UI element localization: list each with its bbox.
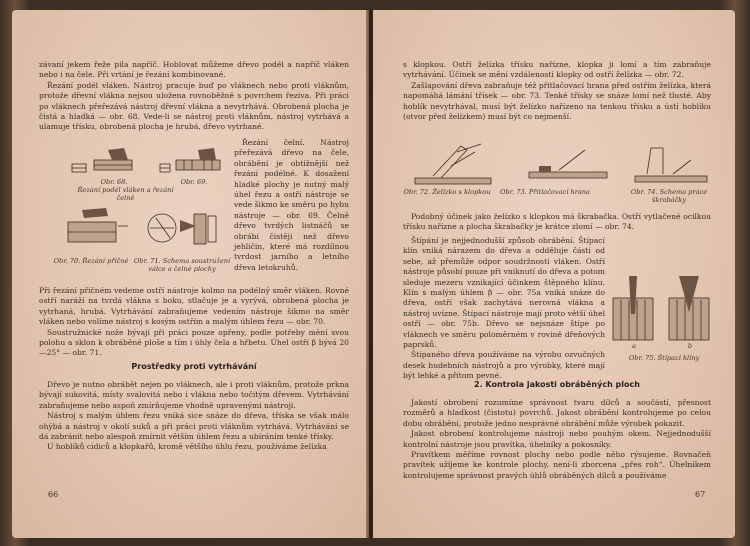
right-paragraph-2: Zašlapování dřeva zabraňuje též přitlačovací hrana před ostřím želízka, která napomáhá lámání třísek — obr. 73. Tenké třísky se snáze lomí než tlusté. Aby hoblík nevytrhával, musí být želízko nařízeno na tenkou třísku a ústí hoblíku (otvor před želízkem) musí být co nejmenší. (403, 80, 711, 122)
left-paragraph-2: Řezání podél vláken. Nástroj pracuje buď po vláknech nebo proti vláknům, protože dřevní vlákna nejsou uložena rovnoběžně s povrchem řeziva. Při práci po vláknech přeřezává nástroj dřevní vlákna a nevytrhává. Obrobená plocha je čistá a hladká — obr. 68. Vede-li se nástroj proti vláknům, nástroj vytrhává a ulamuje třísku, obrobená plocha je hrubá, dřevo vytrhané. (39, 80, 349, 132)
right-mid-text (403, 212, 711, 233)
left-section-heading: Prostředky proti vytrhávání (131, 362, 257, 371)
caption-obr-75: Obr. 75. Štípací klíny (628, 354, 700, 362)
caption-obr-73: Obr. 73. Přitlačovací hrana (500, 188, 590, 196)
left-bottom-text-2 (39, 380, 349, 453)
left-paragraph-8: U hoblíků cidiců a klopkařů, kromě většího úhlu řezu, používáme želízka (47, 442, 327, 452)
caption-obr-75b: b (687, 342, 693, 350)
figure-72-74 (411, 138, 711, 186)
caption-obr-68-desc: Řezání podél vláken a řezání čelně (77, 186, 174, 202)
right-paragraph-6: Jakostí obrobení rozumíme správnost tvaru dílců a součástí, přesnost rozměrů a hladkost (čistotu) povrchů. Jakost obrábění kontrolujeme po celou dobu obrábění, protože jedno nesprávné obrábění může výrobek pokazit. (403, 398, 711, 428)
right-section-heading: 2. Kontrola jakosti obráběných ploch (474, 380, 640, 389)
figure-68-69 (68, 148, 228, 178)
right-paragraph-8: Pravítkem měříme rovnost plochy nebo podle něho rýsujeme. Rovnačeň pravítek užíjeme ke kontrole plochy, není-li zborcena „přes roh“. Úhelníkem kontrolujeme správnost pravých úhlů obráběných dílců a používáme (403, 450, 711, 480)
right-paragraph-1: s klopkou. Ostří želízka třísku naříznе, klopka ji lomí a tím zabraňuje vytrhávání. Účinek se mění vzdáleností klopky od ostří želízka — obr. 72. (403, 60, 711, 80)
caption-obr-69: Obr. 69. (180, 178, 208, 186)
caption-obr-72: Obr. 72. Želízko s klopkou (403, 188, 491, 196)
left-page (12, 10, 369, 538)
left-bottom-text (39, 286, 349, 359)
left-paragraph-7: Nástroj s malým úhlem řezu vniká sice snáze do dřeva, tříska se však málo ohýbá a nástroj v okolí suků a při práci proti vláknům vytrhává. Vytrhávání se dá zabránit nebo alespoň zmírnit větším úhlem řezu a ubíráním tenké třísky. (39, 411, 349, 442)
right-paragraph-4: Štípání je nejjednodušší způsob obrábění. Štípací klín vniká nárazem do dřeva a odděluje části od sebe, až přemůže odpor soudržnosti vláken. Ostří nástroje působí pouze při vniknutí do dřeva a potom sleduje mezeru vznikající účinkem štěpného klínu. Klín s malým úhlem β — obr. 75a vniká snáze do dřeva, ostří však zachytává nerovná vlákna a nástroj uvízne. Štípací nástroje mají proto větší úhel ostří — obr. 75b. Dřevo se nejsnáze štípe po vláknech ve směru poloměrném v rovině dřeňových paprsků. (403, 236, 605, 350)
left-paragraph-5: Soustružnické nože bývají při práci pouze opřeny, podle potřeby mění svou polohu a sklon k obráběné ploše a tím i úhly čela a hřbetu. Úhel ostří β bývá 20—25° — obr. 71. (39, 327, 349, 358)
right-paragraph-7: Jakost obrobení kontrolujeme nástroji nebo pouhým okem. Nejjednodušší kontrolní nástroje jsou pravítka, úhelníky a pokosníky. (403, 429, 711, 449)
caption-obr-68: Obr. 68. (100, 178, 128, 186)
left-page-number: 66 (48, 490, 59, 499)
left-paragraph-6: Dřevo je nutno obrábět nejen po vláknech, ale i proti vláknům, protože prkna bývají sukovitá, místy svalovitá nebo i vlákna nebo točitým dřevem. Vytrhávání zabraňujeme nebo aspoň zmírňujeme vhodně upravenými nástroji. (39, 380, 349, 410)
left-paragraph-1: závaní jekem řeže pila napříč. Hoblovat můžeme dřevo podél a napříč vláken nebo i na čele. Při vrtání je řezání kombinované. (39, 60, 349, 80)
right-column-text (403, 236, 605, 382)
figure-75 (609, 272, 719, 342)
caption-obr-71: Obr. 71. Schema soustružení válce a čelné plochy (133, 257, 231, 273)
right-paragraph-5: Štípaného dřeva používáme na výrobu ozvučných desek hudebních nástrojů a pro výrobky, které mají být lehké a přitom pevné. (403, 350, 605, 381)
right-top-text (403, 60, 711, 122)
left-paragraph-3: Řezání čelní. Nástroj přeřezává dřevo na čele, obrábění je obtížnější než řezání podélné. K dosažení hladké plochy je nutný malý úhel řezu a ostří nástroje se vede šikmo ke směru po hybu nástroje — obr. 69. Čelně dřevo tvrdých listnáčů se obrábí čistěji než dřevo jehličin, které má rozdílnou tvrdost jarního a letního dřeva letokruhů. (234, 138, 349, 272)
left-column-text (234, 138, 349, 273)
caption-obr-70: Obr. 70. Řezání příčné (53, 257, 129, 265)
right-paragraph-3: Podobný účinek jako želízko s klopkou má škrabačka. Ostří vytlačené ocilkou třísku nařízne a plocha škrabačky je krátce zlomí — obr. 74. (403, 212, 711, 232)
right-bottom-text (403, 398, 711, 481)
figure-70-71 (62, 206, 232, 254)
caption-obr-74: Obr. 74. Schema práce škrabáčky (630, 188, 708, 204)
left-paragraph-4: Při řezání příčném vedeme ostří nástroje kolmo na podélný směr vláken. Rovné ostří naráží na tvrdá vlákna s boku, stlačuje je a vyrývá, obrobená plocha je vytrhaná, hrubá. Vytrhávání zabraňujeme vedením nástroje šikmo na směr vláken nebo volíme nástroj s kosým ostřím a malým úhlem řezu — obr. 70. (39, 286, 349, 327)
right-page (373, 10, 735, 538)
right-page-number: 67 (695, 490, 706, 499)
caption-obr-75a: a (632, 342, 636, 350)
left-top-text (39, 60, 349, 133)
